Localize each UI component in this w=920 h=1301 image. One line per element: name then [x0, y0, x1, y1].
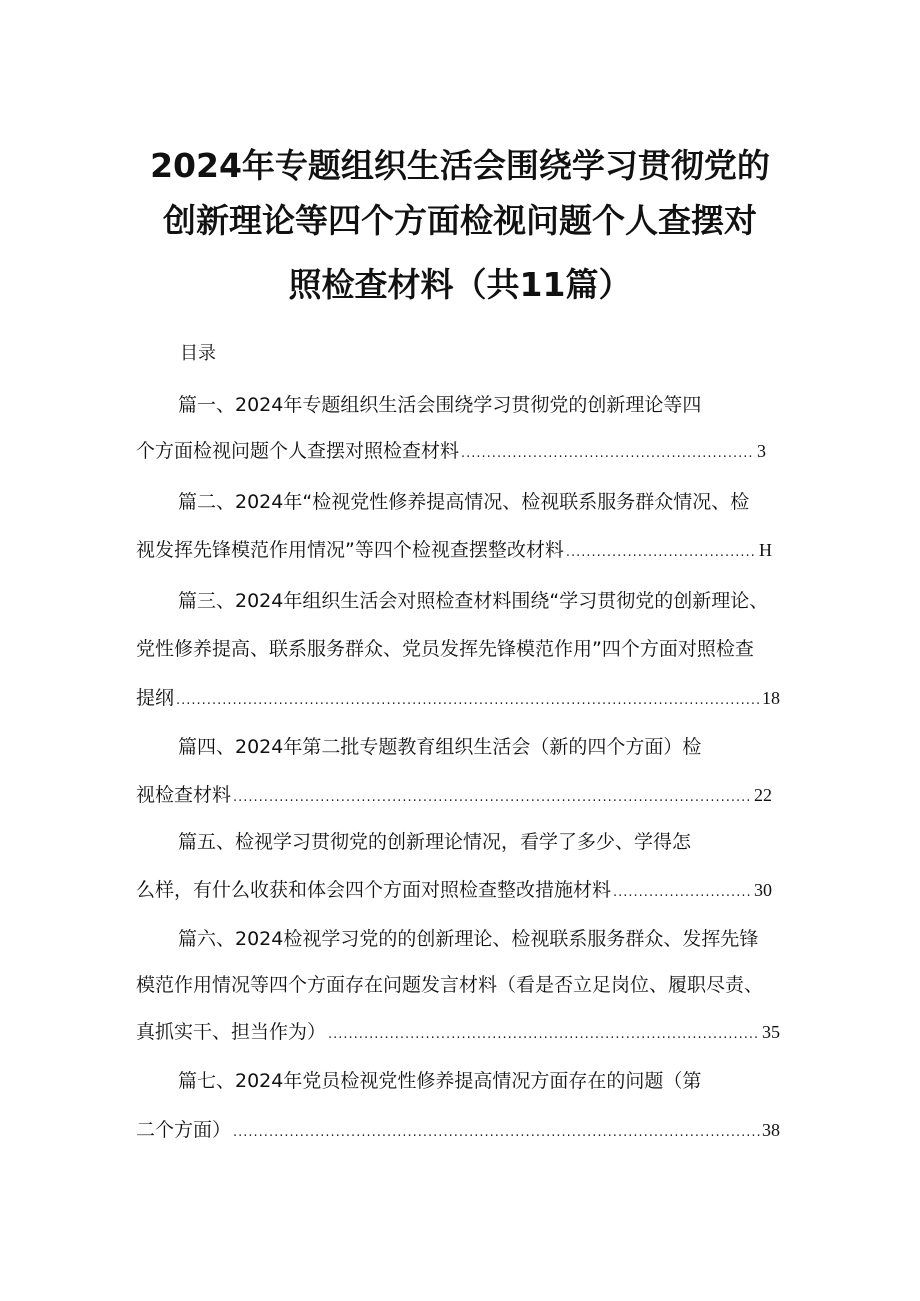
toc-leader-dots [233, 783, 752, 813]
toc-leader-dots [328, 1020, 760, 1050]
toc-entry-2-page: H [759, 540, 772, 560]
document-title-line-1: 2024年专题组织生活会围绕学习贯彻党的 [150, 146, 770, 185]
toc-entry-3-text: 提纲 [136, 687, 175, 709]
toc-leader-dots [461, 439, 755, 469]
toc-entry-5-text: 么样，有什么收获和体会四个方面对照检查整改措施材料 [136, 879, 612, 901]
toc-entry-2-last-line[interactable] [136, 535, 772, 568]
toc-entry-5-line-1[interactable]: 篇五、检视学习贯彻党的创新理论情况，看学了多少、学得怎 [178, 831, 692, 853]
toc-entry-7-line-1[interactable]: 篇七、2024年党员检视党性修养提高情况方面存在的问题（第 [178, 1070, 702, 1092]
toc-entry-3-page: 18 [762, 688, 780, 708]
toc-entry-7-page: 38 [762, 1120, 780, 1140]
toc-entry-1-last-line[interactable] [136, 436, 766, 469]
toc-entry-4-text: 视检查材料 [136, 784, 232, 806]
document-title-line-3: 照检查材料（共11篇） [288, 265, 632, 304]
toc-entry-1-page: 3 [757, 441, 766, 461]
toc-entry-1-line-1[interactable]: 篇一、2024年专题组织生活会围绕学习贯彻党的创新理论等四 [178, 394, 702, 416]
toc-leader-dots [566, 538, 757, 568]
toc-entry-2-line-1[interactable]: 篇二、2024年“检视党性修养提高情况、检视联系服务群众情况、检 [178, 491, 750, 513]
toc-entry-6-page: 35 [762, 1022, 780, 1042]
toc-entry-5-last-line[interactable] [136, 875, 772, 908]
toc-entry-4-last-line[interactable] [136, 780, 772, 813]
toc-entry-4-line-1[interactable]: 篇四、2024年第二批专题教育组织生活会（新的四个方面）检 [178, 736, 702, 758]
toc-entry-3-line-1[interactable]: 篇三、2024年组织生活会对照检查材料围绕“学习贯彻党的创新理论、 [178, 590, 769, 612]
toc-entry-6-line-2[interactable]: 模范作用情况等四个方面存在问题发言材料（看是否立足岗位、履职尽责、 [136, 974, 764, 996]
document-title-line-2: 创新理论等四个方面检视问题个人查摆对 [163, 201, 757, 240]
toc-entry-6-last-line[interactable] [136, 1017, 780, 1050]
toc-entry-7-text: 二个方面） [136, 1119, 232, 1141]
toc-entry-6-line-1[interactable]: 篇六、2024检视学习党的的创新理论、检视联系服务群众、发挥先锋 [178, 928, 759, 950]
toc-entry-3-last-line[interactable] [136, 683, 780, 716]
toc-leader-dots [176, 686, 760, 716]
toc-heading: 目录 [180, 343, 216, 364]
toc-leader-dots [613, 878, 752, 908]
toc-entry-1-text: 个方面检视问题个人查摆对照检查材料 [136, 440, 460, 462]
toc-entry-4-page: 22 [754, 785, 772, 805]
toc-entry-3-line-2[interactable]: 党性修养提高、联系服务群众、党员发挥先锋模范作用”四个方面对照检查 [136, 638, 754, 660]
toc-entry-6-text: 真抓实干、担当作为） [136, 1021, 327, 1043]
toc-leader-dots [233, 1118, 760, 1148]
toc-entry-5-page: 30 [754, 880, 772, 900]
toc-entry-2-text: 视发挥先锋模范作用情况”等四个检视查摆整改材料 [136, 539, 564, 561]
toc-entry-7-last-line[interactable] [136, 1115, 780, 1148]
